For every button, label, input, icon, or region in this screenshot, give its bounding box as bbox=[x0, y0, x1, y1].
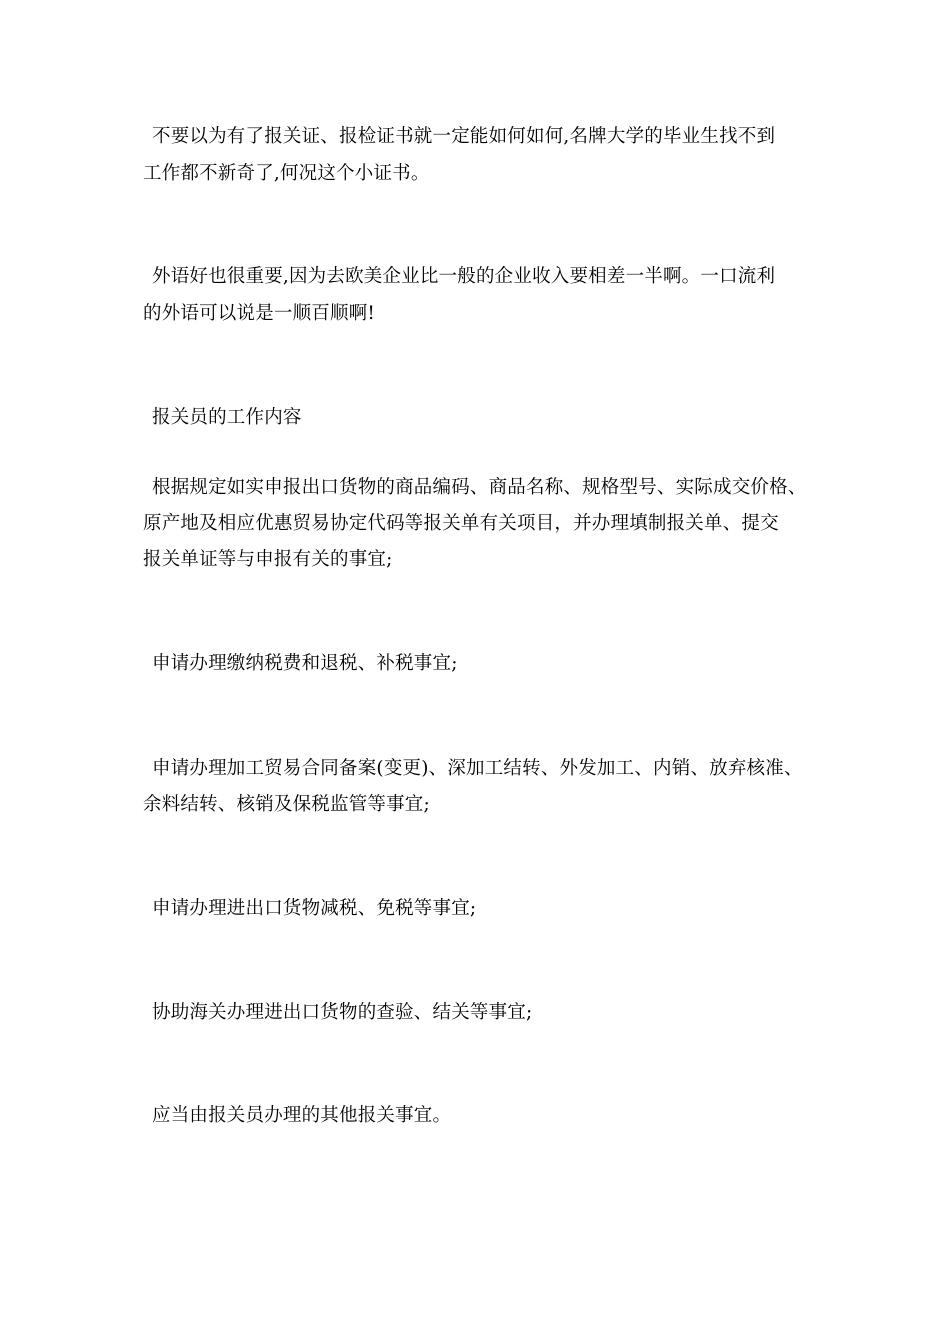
section-heading: 报关员的工作内容 bbox=[152, 407, 302, 428]
paragraph-language-line-1: 外语好也很重要,因为去欧美企业比一般的企业收入要相差一半啊。一口流利 bbox=[152, 266, 776, 287]
duty-inspection: 协助海关办理进出口货物的查验、结关等事宜; bbox=[152, 1002, 533, 1023]
paragraph-language-line-2: 的外语可以说是一顺百顺啊! bbox=[143, 303, 376, 324]
duty-tax-reduction: 申请办理进出口货物减税、免税等事宜; bbox=[152, 898, 477, 919]
duty-other: 应当由报关员办理的其他报关事宜。 bbox=[152, 1105, 452, 1126]
paragraph-certificate-line-1: 不要以为有了报关证、报检证书就一定能如何如何,名牌大学的毕业生找不到 bbox=[152, 126, 776, 147]
paragraph-certificate-line-2: 工作都不新奇了,何况这个小证书。 bbox=[143, 163, 430, 184]
duty-declaration-line-3: 报关单证等与申报有关的事宜; bbox=[143, 549, 393, 570]
duty-tax: 申请办理缴纳税费和退税、补税事宜; bbox=[152, 653, 458, 674]
duty-processing-trade-line-2: 余料结转、核销及保税监管等事宜; bbox=[143, 794, 430, 815]
duty-processing-trade-line-1: 申请办理加工贸易合同备案(变更)、深加工结转、外发加工、内销、放弃核准、 bbox=[152, 758, 803, 779]
duty-declaration-line-2: 原产地及相应优惠贸易协定代码等报关单有关项目，并办理填制报关单、提交 bbox=[143, 513, 779, 534]
duty-declaration-line-1: 根据规定如实申报出口货物的商品编码、商品名称、规格型号、实际成交价格、 bbox=[152, 477, 807, 498]
